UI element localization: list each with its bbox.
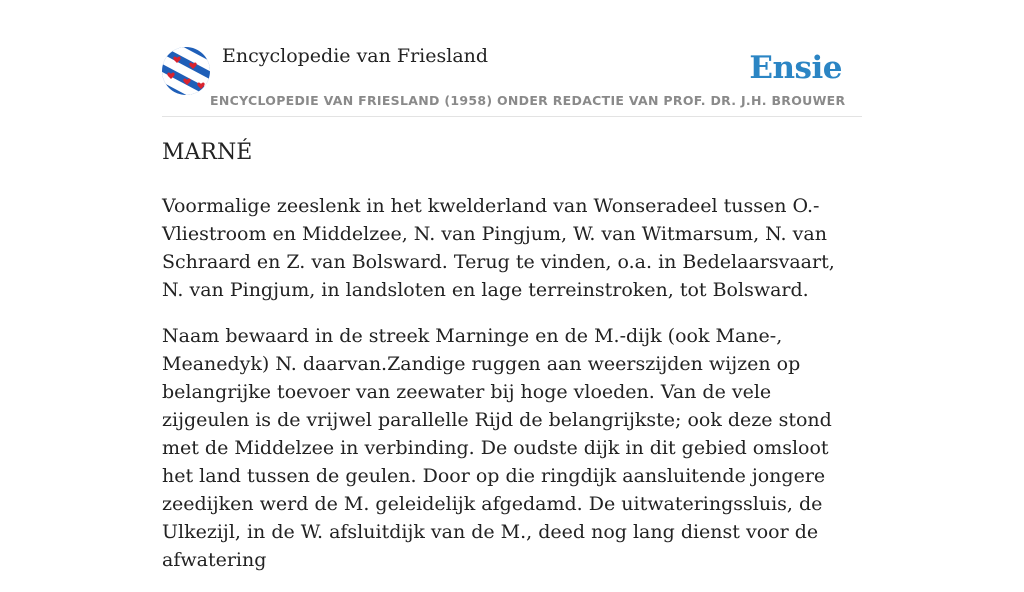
entry-body	[162, 192, 862, 592]
frisian-flag-icon[interactable]	[162, 47, 210, 95]
brand-logo-text[interactable]: Ensie	[749, 50, 842, 86]
site-subtitle: ENCYCLOPEDIE VAN FRIESLAND (1958) ONDER REDACTIE VAN PROF. DR. J.H. BROUWER	[210, 93, 846, 108]
entry-paragraph: Voormalige zeeslenk in het kwelderland van Wonseradeel tussen O.-Vliestroom en Middelzee, N. van Pingjum, W. van Witmarsum, N. van Schraard en Z. van Bolsward. Terug te vinden, o.a. in Bedelaarsvaart, N. van Pingjum, in landsloten en lage terreinstroken, tot Bolsward.	[162, 195, 835, 301]
site-title[interactable]: Encyclopedie van Friesland	[222, 45, 489, 67]
entry-title: MARNÉ	[162, 140, 253, 165]
site-header	[162, 0, 862, 117]
entry-paragraph: Naam bewaard in de streek Marninge en de M.-dijk (ook Mane-, Meanedyk) N. daarvan.Zandige ruggen aan weerszijden wijzen op belangrijke toevoer van zeewater bij hoge vloeden. Van de vele zijgeulen is de vrijwel parallelle Rijd de belangrijkste; ook deze stond met de Middelzee in verbinding. De oudste dijk in dit gebied omsloot het land tussen de geulen. Door op die ringdijk aansluitende jongere zeedijken werd de M. geleidelijk afgedamd. De uitwateringssluis, de Ulkezijl, in de W. afsluitdijk van de M., deed nog lang dienst voor de afwatering	[162, 325, 832, 571]
page-container	[162, 0, 862, 571]
